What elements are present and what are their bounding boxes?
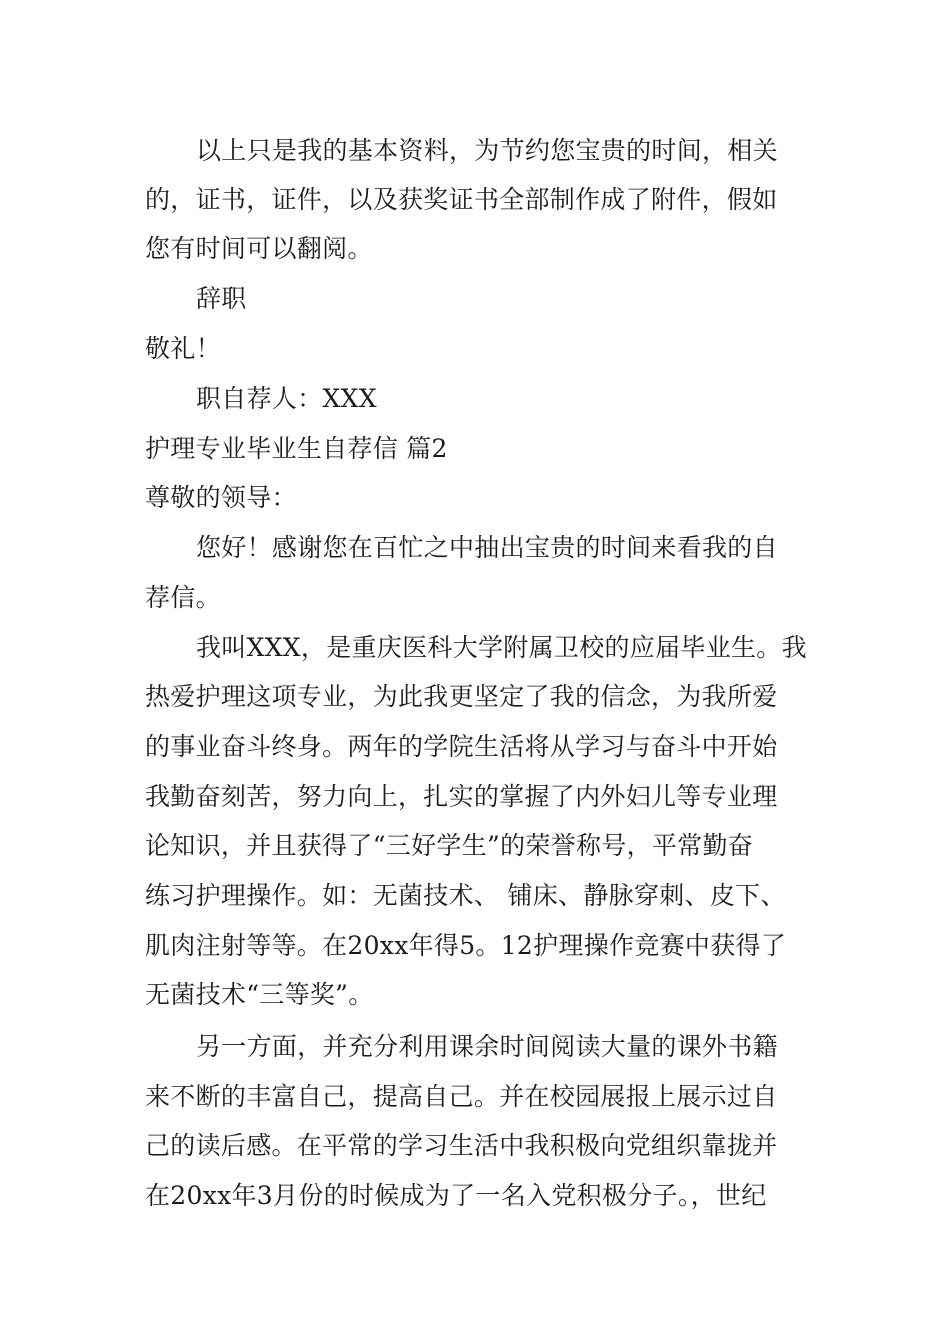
- section-title: 护理专业毕业生自荐信 篇2: [145, 434, 448, 463]
- signature-line: 职自荐人：XXX: [196, 384, 377, 413]
- text-line-19: 另一方面，并充分利用课余时间阅读大量的课外书籍: [196, 1032, 778, 1061]
- text-line-2: 的，证书，证件，以及获奖证书全部制作成了附件，假如: [145, 185, 778, 214]
- text-line-17: 肌肉注射等等。在20xx年得5。12护理操作竞赛中获得了: [145, 931, 787, 960]
- text-line-20: 来不断的丰富自己，提高自己。并在校园展报上展示过自: [145, 1082, 778, 1111]
- text-line-12: 热爱护理这项专业，为此我更坚定了我的信念，为我所爱: [145, 682, 778, 711]
- text-line-11: 我叫XXX，是重庆医科大学附属卫校的应届毕业生。我: [196, 633, 807, 662]
- text-line-16: 练习护理操作。如：无菌技术、 铺床、静脉穿刺、皮下、: [145, 881, 786, 910]
- text-line-9: 您好！感谢您在百忙之中抽出宝贵的时间来看我的自: [196, 533, 778, 562]
- text-line-18: 无菌技术“三等奖”。: [145, 980, 374, 1009]
- text-line-15: 论知识，并且获得了“三好学生”的荣誉称号，平常勤奋: [145, 831, 754, 860]
- salutation-closing: 敬礼！: [145, 334, 221, 363]
- text-line-3: 您有时间可以翻阅。: [145, 234, 373, 263]
- text-line-13: 的事业奋斗终身。两年的学院生活将从学习与奋斗中开始: [145, 732, 778, 761]
- greeting: 尊敬的领导：: [145, 483, 297, 512]
- text-line-10: 荐信。: [145, 583, 221, 612]
- closing-word: 辞职: [196, 284, 247, 313]
- text-line-1: 以上只是我的基本资料，为节约您宝贵的时间，相关: [196, 136, 778, 165]
- text-line-14: 我勤奋刻苦，努力向上，扎实的掌握了内外妇儿等专业理: [145, 782, 778, 811]
- text-line-21: 己的读后感。在平常的学习生活中我积极向党组织靠拢并: [145, 1131, 778, 1160]
- text-line-22: 在20xx年3月份的时候成为了一名入党积极分子。，世纪: [145, 1181, 767, 1210]
